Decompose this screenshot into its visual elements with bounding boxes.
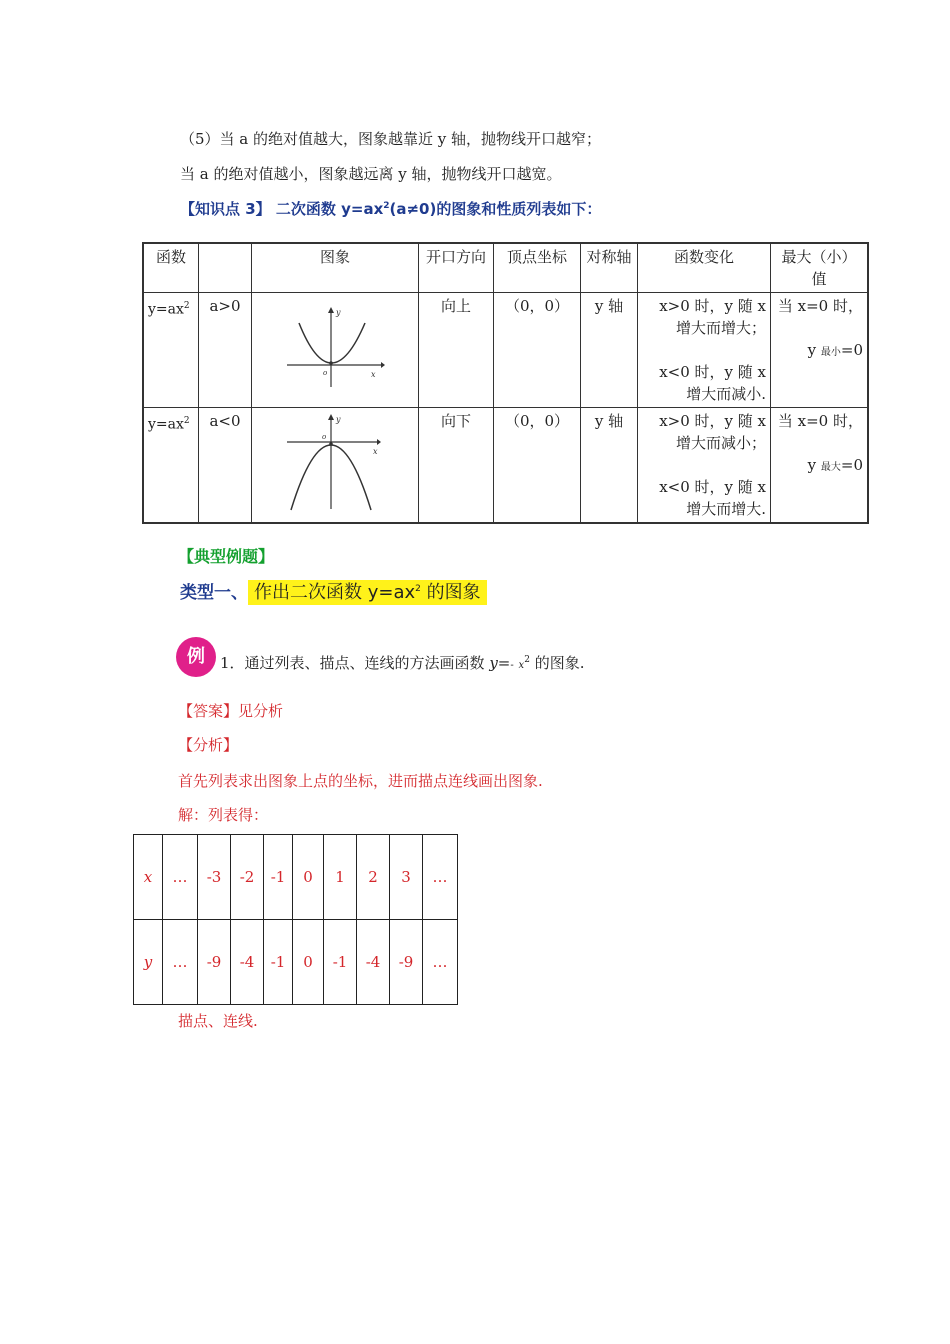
type-highlight: [248, 580, 487, 605]
graph-parabola: [299, 323, 365, 363]
row-function: [143, 293, 199, 408]
graph-y-arrow: [328, 307, 334, 313]
table-row: [134, 920, 458, 1005]
row-function-exp: 2: [183, 301, 190, 311]
graph-x-arrow: [377, 439, 381, 445]
row-condition: a<0: [199, 408, 252, 524]
y-label-cell: y: [134, 920, 163, 1005]
knowledge-exp: 2: [383, 201, 390, 211]
type-label: 类型一、: [180, 583, 248, 603]
example-func: y=: [489, 654, 511, 672]
analysis-text: 首先列表求出图象上点的坐标，进而描点连线画出图象.: [178, 772, 543, 790]
example-func-minus: -: [510, 660, 514, 671]
change-line-1: x>0 时，y 随 x 增大而减小；: [659, 412, 766, 452]
header-direction: 开口方向: [419, 243, 494, 293]
header-condition: [199, 243, 252, 293]
row-vertex: （0，0）: [494, 408, 581, 524]
change-line-2: x<0 时，y 随 x 增大而减小.: [659, 363, 766, 403]
analysis-title: 【分析】: [178, 736, 239, 754]
property-table-header: [143, 243, 868, 293]
example-tail: 的图象.: [529, 654, 585, 672]
intro-line-2: 当 a 的绝对值越小，图象越远离 y 轴，抛物线开口越宽。: [180, 165, 562, 183]
row-axis: y 轴: [581, 293, 638, 408]
row-function-text: y=ax: [148, 416, 184, 433]
extremum-line-1: 当 x=0 时，: [777, 412, 863, 430]
example-func-x: x: [518, 660, 525, 671]
graph-y-label: y: [336, 415, 341, 424]
table-row: [143, 293, 868, 408]
y-cell: …: [163, 920, 198, 1005]
row-graph: [252, 293, 419, 408]
y-cell: -9: [198, 920, 231, 1005]
header-axis: 对称轴: [581, 243, 638, 293]
x-label-cell: x: [134, 835, 163, 920]
y-cell: -1: [264, 920, 293, 1005]
row-extremum: [771, 408, 869, 524]
y-cell: -1: [324, 920, 357, 1005]
row-direction: 向上: [419, 293, 494, 408]
y-cell: -9: [390, 920, 423, 1005]
extremum-y: y: [807, 341, 817, 359]
row-axis: y 轴: [581, 408, 638, 524]
extremum-sub: 最小: [820, 347, 841, 358]
type-highlight-suffix: 的图象: [420, 582, 481, 603]
extremum-line-2: [775, 454, 863, 479]
row-function: [143, 408, 199, 524]
x-cell: 2: [357, 835, 390, 920]
closing-line: 描点、连线.: [178, 1012, 258, 1030]
x-cell: -2: [231, 835, 264, 920]
row-function-text: y=ax: [148, 301, 184, 318]
intro-line-1: （5）当 a 的绝对值越大，图象越靠近 y 轴，抛物线开口越窄；: [180, 130, 602, 148]
x-cell: 3: [390, 835, 423, 920]
y-cell: -4: [231, 920, 264, 1005]
y-cell: -4: [357, 920, 390, 1005]
row-change: [638, 293, 771, 408]
example-text: 1．通过列表、描点、连线的方法画函数: [220, 654, 490, 672]
type-highlight-text: 作出二次函数 y=ax: [254, 582, 416, 603]
x-cell: 0: [293, 835, 324, 920]
row-vertex: （0，0）: [494, 293, 581, 408]
type-highlight-exp: 2: [415, 584, 421, 594]
header-extremum: 最大（小）值: [771, 243, 869, 293]
header-graph: 图象: [252, 243, 419, 293]
change-line-2: x<0 时，y 随 x 增大而增大.: [659, 478, 766, 518]
value-table: [133, 834, 458, 1005]
x-cell: …: [423, 835, 458, 920]
graph-vertex-dot: [329, 442, 333, 446]
x-cell: -1: [264, 835, 293, 920]
answer-line: 【答案】见分析: [178, 702, 284, 720]
graph-x-arrow: [381, 362, 385, 368]
downward-parabola-graph: [285, 412, 385, 512]
type-heading: [180, 578, 487, 604]
knowledge-heading: [180, 198, 601, 219]
extremum-value: =0: [840, 341, 863, 359]
knowledge-suffix: (a≠0)的图象和性质列表如下：: [389, 200, 602, 218]
upward-parabola-graph: [285, 305, 385, 390]
y-cell: …: [423, 920, 458, 1005]
example-func-exp: 2: [524, 655, 530, 665]
header-function: 函数: [143, 243, 199, 293]
section-title: 【典型例题】: [178, 547, 275, 566]
example-badge-icon: 例: [176, 637, 216, 677]
property-table: [142, 242, 869, 524]
knowledge-prefix: 【知识点 3】 二次函数 y=ax: [180, 200, 384, 218]
graph-x-label: x: [373, 447, 378, 456]
extremum-line-2: [775, 339, 863, 364]
graph-y-label: y: [336, 307, 341, 317]
header-change: 函数变化: [638, 243, 771, 293]
solution-line: 解：列表得：: [178, 806, 269, 824]
x-cell: 1: [324, 835, 357, 920]
example-question: [220, 652, 584, 673]
graph-vertex-dot: [329, 361, 333, 365]
graph-origin-label: o: [322, 433, 327, 441]
row-function-exp: 2: [183, 416, 190, 426]
extremum-sub: 最大: [820, 462, 841, 473]
extremum-y: y: [807, 456, 817, 474]
change-line-1: x>0 时，y 随 x 增大而增大；: [659, 297, 766, 337]
y-cell: 0: [293, 920, 324, 1005]
extremum-line-1: 当 x=0 时，: [777, 297, 863, 315]
row-extremum: [771, 293, 869, 408]
table-row: [134, 835, 458, 920]
graph-x-label: x: [371, 369, 376, 379]
table-row: [143, 408, 868, 524]
x-cell: -3: [198, 835, 231, 920]
graph-y-arrow: [328, 414, 334, 420]
graph-origin-label: o: [323, 368, 328, 377]
header-vertex: 顶点坐标: [494, 243, 581, 293]
row-change: [638, 408, 771, 524]
row-condition: a>0: [199, 293, 252, 408]
x-cell: …: [163, 835, 198, 920]
row-direction: 向下: [419, 408, 494, 524]
extremum-value: =0: [840, 456, 863, 474]
row-graph: [252, 408, 419, 524]
